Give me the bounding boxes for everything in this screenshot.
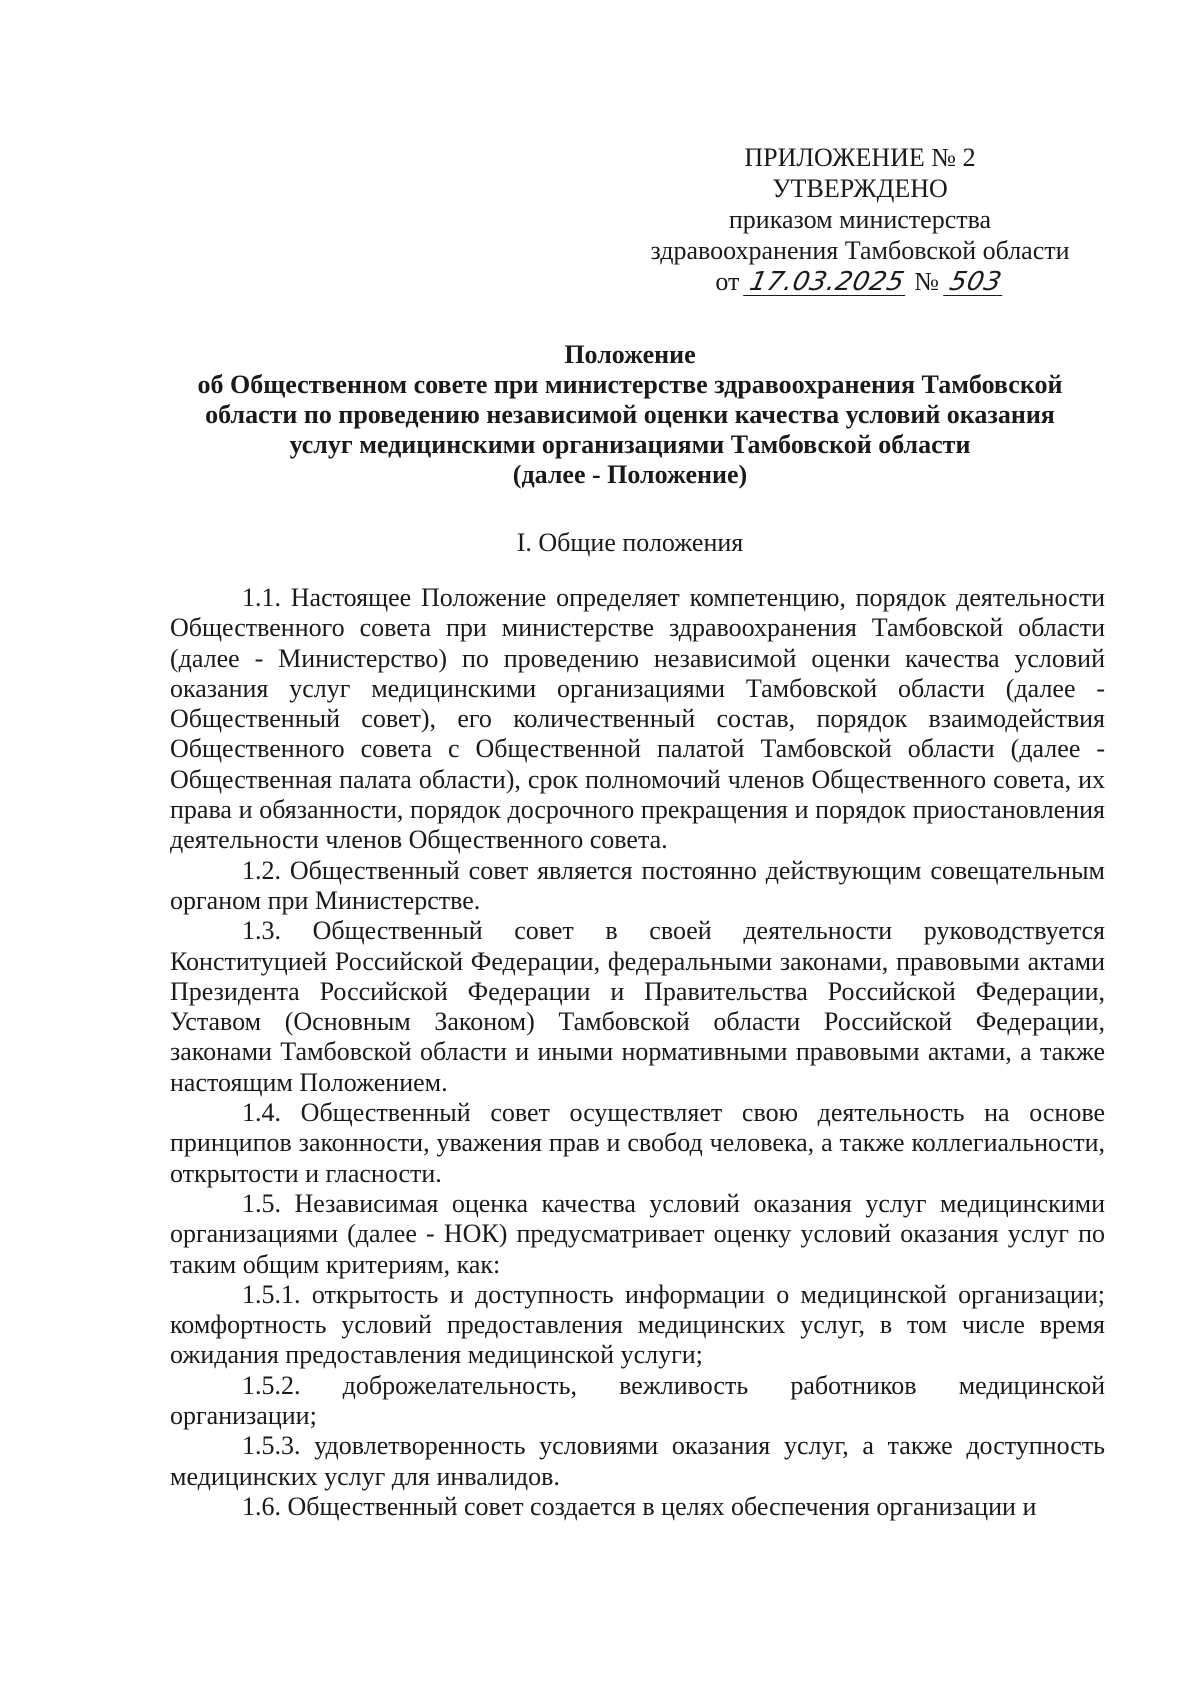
handwritten-number: 503 [943, 269, 1008, 296]
paragraph-1-5: 1.5. Независимая оценка качества условий оказания услуг медицинскими организациями (далее - НОК) предусматривает оценку условий оказания услуг по таким общим критериям, как: [170, 1188, 1105, 1279]
number-prefix: № [914, 267, 940, 296]
title-line-2: об Общественном совете при министерстве здравоохранения Тамбовской [197, 370, 1063, 399]
order-line-1: приказом министерства [728, 205, 992, 234]
title-line-3: области по проведению независимой оценки качества условий оказания [205, 400, 1055, 429]
paragraph-1-3: 1.3. Общественный совет в своей деятельности руководствуется Конституцией Российской Федерации, федеральными законами, правовыми актами Президента Российской Федерации и Правительства Российской Федерации, Уставом (Основным Законом) Тамбовской области Российской Федерации, законами Тамбовской области и иными нормативными правовыми актами, а также настоящим Положением. [170, 916, 1105, 1097]
paragraph-1-4: 1.4. Общественный совет осуществляет свою деятельность на основе принципов законности, уважения прав и свобод человека, а также коллегиальности, открытости и гласности. [170, 1098, 1105, 1188]
approved-label: УТВЕРЖДЕНО [772, 174, 948, 203]
section-heading: I. Общие положения [516, 528, 744, 557]
paragraph-1-5-3: 1.5.3. удовлетворенность условиями оказания услуг, а также доступность медицинских услуг для инвалидов. [170, 1431, 1105, 1491]
document-title [150, 340, 1110, 490]
title-line-4: услуг медицинскими организациями Тамбовской области [289, 430, 971, 459]
paragraph-1-2: 1.2. Общественный совет является постоянно действующим совещательным органом при Министерстве. [170, 855, 1105, 915]
approval-block [620, 142, 1100, 297]
title-line-5: (далее - Положение) [512, 460, 748, 489]
appendix-label: ПРИЛОЖЕНИЕ № 2 [744, 143, 976, 172]
paragraph-1-6: 1.6. Общественный совет создается в целях обеспечения организации и [242, 1491, 1037, 1521]
order-date-number-line [620, 266, 1100, 297]
paragraph-1-5-2: 1.5.2. доброжелательность, вежливость работников медицинской организации; [170, 1370, 1105, 1431]
date-prefix: от [715, 267, 740, 296]
order-line-2: здравоохранения Тамбовской области [650, 236, 1070, 265]
paragraph-1-1: 1.1. Настоящее Положение определяет компетенцию, порядок деятельности Общественного совета при министерстве здравоохранения Тамбовской области (далее - Министерство) по проведению независимой оценки качества условий оказания услуг медицинскими организациями Тамбовской области (далее - Общественный совет), его количественный состав, порядок взаимодействия Общественного совета с Общественной палатой Тамбовской области (далее - Общественная палата области), срок полномочий членов Общественного совета, их права и обязанности, порядок досрочного прекращения и порядок приостановления деятельности членов Общественного совета. [170, 583, 1105, 855]
document-body [170, 583, 1105, 1522]
title-line-1: Положение [564, 340, 696, 369]
paragraph-1-5-1: 1.5.1. открытость и доступность информации о медицинской организации; комфортность условий предоставления медицинских услуг, в том числе время ожидания предоставления медицинской услуги; [170, 1279, 1105, 1370]
handwritten-date: 17.03.2025 [743, 269, 911, 296]
